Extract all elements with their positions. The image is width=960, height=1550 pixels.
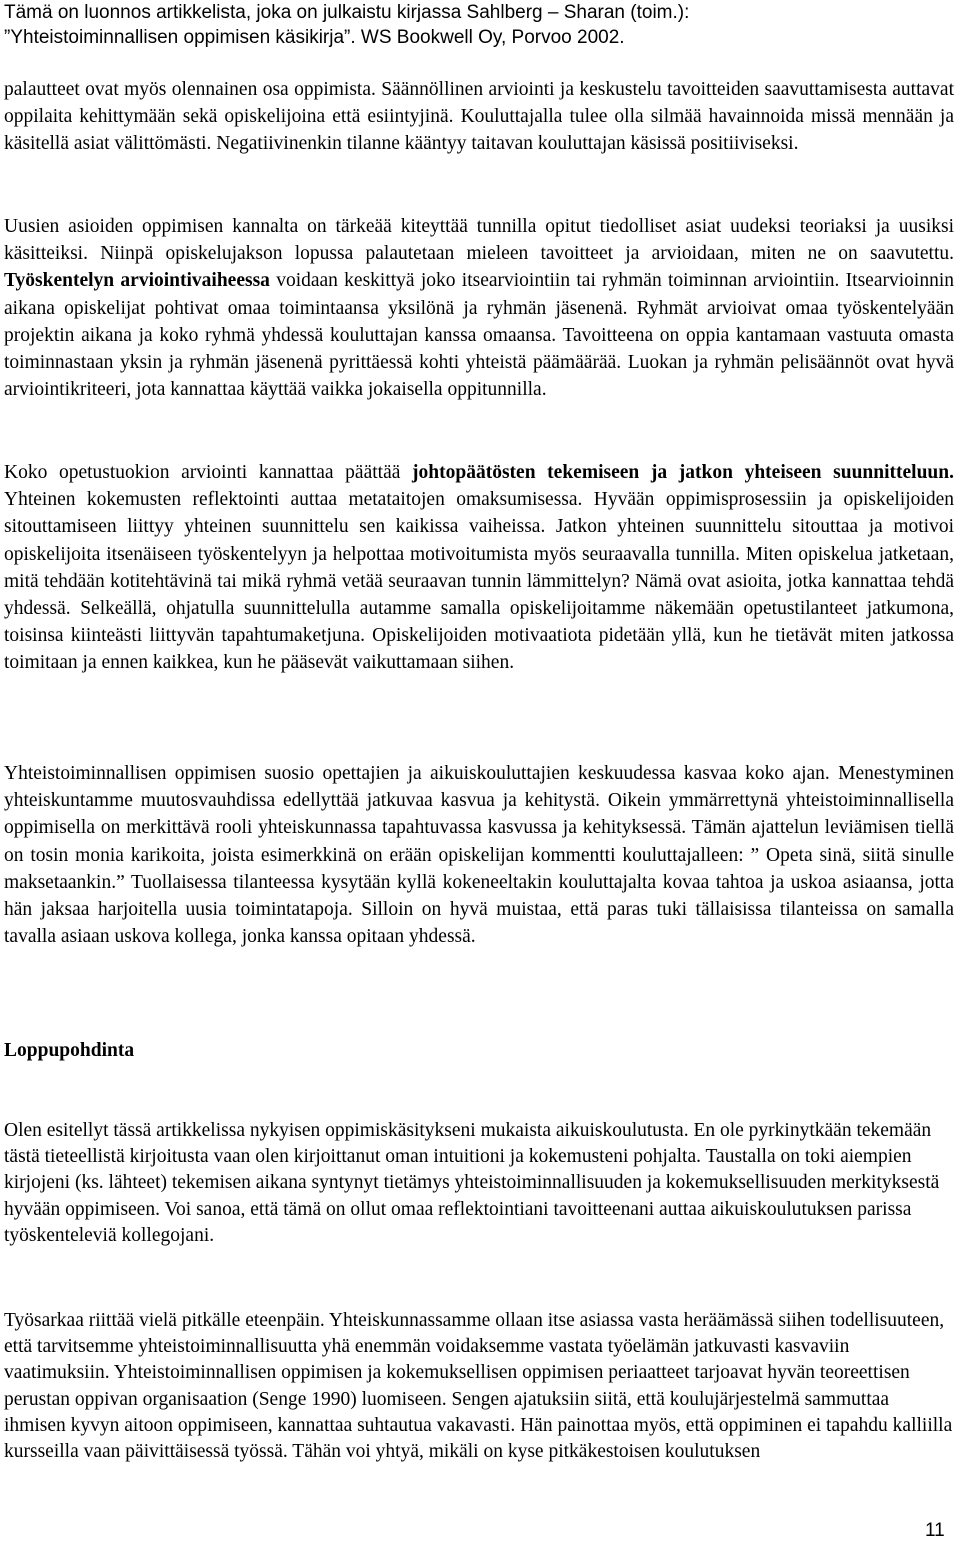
header-line-1: Tämä on luonnos artikkelista, joka on julkaistu kirjassa Sahlberg – Sharan (toim.): [4,2,690,23]
paragraph-3-text-b: Yhteinen kokemusten reflektointi auttaa metataitojen omaksumisessa. Hyvään oppimisprosessiin ja opiskelijoiden sitouttamiseen liittyy yhteinen suunnittelu sen kaikissa vaiheissa. Jatkon yhteinen suunnittelu sitouttaa ja motivoi opiskelijoita itsenäiseen työskentelyyn ja helpottaa motivoitumista myös seuraavalla tunnilla. Miten opiskelua jatketaan, mitä tehdään kotitehtävinä tai mikä ryhmä vetää seuraavan tunnin lämmittelyn? Nämä ovat asioita, jotka kannattaa tehdä yhdessä. Selkeällä, ohjatulla suunnittelulla autamme samalla opiskelijoitamme näkemään opetustilanteet jatkumona, toisinsa kiinteästi liittyvän tapahtumaketjuna. Opiskelijoiden motivaatiota pidetään yllä, kun he tietävät miten jatkossa toimitaan ja ennen kaikkea, kun he pääsevät vaikuttamaan siihen. [4,489,954,674]
paragraph-2-emphasis: Työskentelyn arviointivaiheessa [4,270,270,292]
paragraph-2-text-a: Uusien asioiden oppimisen kannalta on tärkeää kiteyttää tunnilla opitut tiedolliset asiat uudeksi teoriaksi ja uusiksi käsitteiksi. Niinpä opiskelujakson lopussa palautetaan mieleen tavoitteet ja arvioidaan, miten ne on saavutettu. [4,216,954,265]
paragraph-3 [4,459,954,677]
paragraph-1: palautteet ovat myös olennainen osa oppimista. Säännöllinen arviointi ja keskustelu tavoitteiden saavuttamisesta auttavat oppilaita kehittymään sekä opiskelijoina että esiintyjinä. Kouluttajalla tulee olla silmää havainnoida missä mennään ja käsitellä asiat välittömästi. Negatiivinenkin tilanne kääntyy taitavan kouluttajan käsissä positiiviseksi. [4,79,954,155]
paragraph-2-text-b: voidaan keskittyä joko itsearviointiin tai ryhmän toiminnan arviointiin. Itsearvioinnin aikana opiskelijat pohtivat omaa toimintaansa yksilönä ja ryhmän jäsenenä. Ryhmät arvioivat omaa työskentelyään projektin aikana ja koko ryhmä yhdessä kouluttajan kanssa omaansa. Tavoitteena on oppia kantamaan vastuuta omasta toiminnastaan yksin ja ryhmän jäsenenä pyrittäessä kohti yhteistä päämäärää. Luokan ja ryhmän pelisäännöt ovat hyvä arviointikriteeri, jota kannattaa käyttää vaikka jokaisella oppitunnilla. [4,270,954,401]
paragraph-5: Olen esitellyt tässä artikkelissa nykyisen oppimiskäsitykseni mukaista aikuiskoulutusta. En ole pyrkinytkään tekemään tästä tieteellistä kirjoitusta vaan olen kirjoittanut oman intuitioni ja kokemusteni pohjalta. Taustalla on toki aiempien kirjojeni (ks. lähteet) tekemisen aikana syntynyt tietämys yhteistoiminnallisuuden ja kokemuksellisuuden merkityksestä hyvään oppimiseen. Voi sanoa, että tämä on ollut omaa reflektointiani tavoitteenani auttaa aikuiskoulutuksen parissa työskenteleviä kollegojani. [4,1120,940,1246]
paragraph-6: Työsarkaa riittää vielä pitkälle eteenpäin. Yhteiskunnassamme ollaan itse asiassa vasta heräämässä siihen todellisuuteen, että tarvitsemme yhteistoiminnallisuutta yhä enemmän voidaksemme vastata työelämän jatkuvasti kasvaviin vaatimuksiin. Yhteistoiminnallisen oppimisen ja kokemuksellisen oppimisen periaatteet tarjoavat hyvän teoreettisen perustan oppivan organisaation (Senge 1990) luomiseen. Sengen ajatuksiin siitä, että koulujärjestelmä sammuttaa ihmisen kyvyn aitoon oppimiseen, kannattaa suhtautua vakavasti. Hän painottaa myös, että oppiminen ei tapahdu kalliilla kursseilla vaan päivittäisessä työssä. Tähän voi yhtyä, mikäli on kyse pitkäkestoisen koulutuksen [4,1310,953,1463]
header-line-2: ”Yhteistoiminnallisen oppimisen käsikirja”. WS Bookwell Oy, Porvoo 2002. [4,27,625,48]
paragraph-4: Yhteistoiminnallisen oppimisen suosio opettajien ja aikuiskouluttajien keskuudessa kasvaa koko ajan. Menestyminen yhteiskuntamme muutosvauhdissa edellyttää jatkuvaa kasvua ja kehitystä. Oikein ymmärrettynä yhteistoiminnallisella oppimisella on merkittävä rooli yhteiskunnassa tapahtuvassa kasvussa ja kehityksessä. Tämän ajattelun leviämisen tiellä on tosin monia karikoita, joista esimerkkinä on erään opiskelijan kommentti kouluttajalleen: ” Opeta sinä, siitä sinulle maksetaankin.” Tuollaisessa tilanteessa kysytään kyllä kokeneeltakin kouluttajalta kovaa tahtoa ja uskoa asiaansa, jotta hän jaksaa harjoitella uusia toimintatapoja. Silloin on hyvä muistaa, että paras tuki tällaisissa tilanteissa on samalla tavalla asiaan uskova kollega, jonka kanssa opitaan yhdessä. [4,763,954,948]
section-heading: Loppupohdinta [4,1040,135,1061]
paragraph-3-text-a: Koko opetustuokion arviointi kannattaa päättää [4,462,413,483]
paragraph-2 [4,213,954,403]
page-header [4,0,954,50]
paragraph-3-emphasis: johtopäätösten tekemiseen ja jatkon yhteiseen suunnitteluun. [412,462,954,483]
page-number: 11 [925,1520,945,1541]
